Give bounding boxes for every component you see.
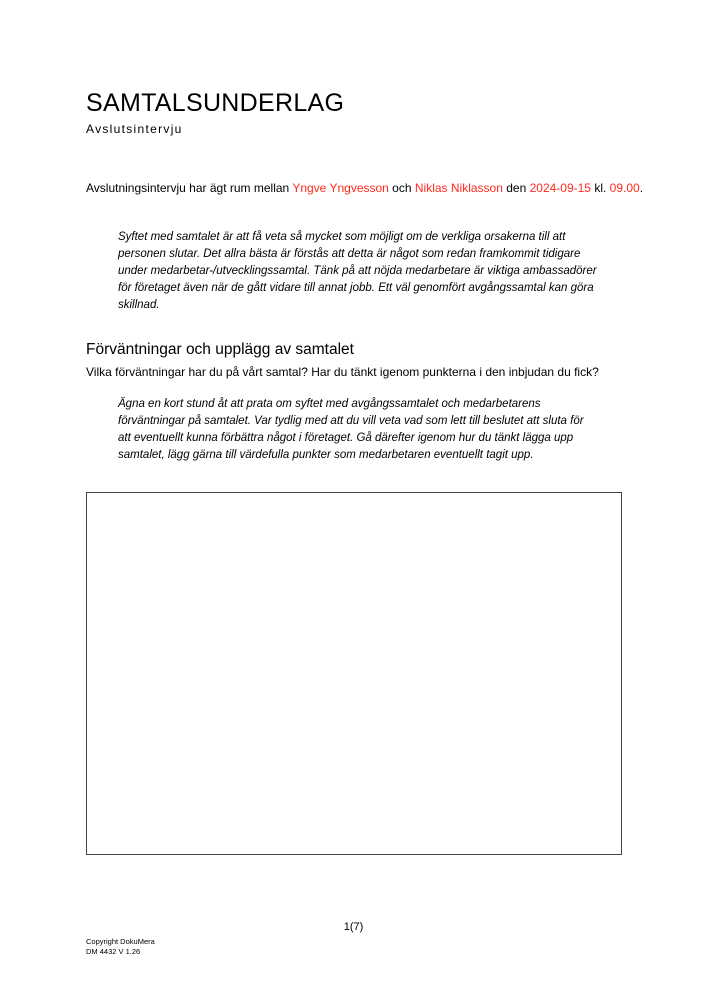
section-question: Vilka förväntningar har du på vårt samtal? Har du tänkt igenom punkterna i den inbjudan du fick? [86, 365, 599, 379]
intro-time-label: kl. [590, 181, 610, 195]
purpose-note: Syftet med samtalet är att få veta så mycket som möjligt om de verkliga orsakerna till att personen slutar. Det allra bästa är förstås att detta är något som redan framkommit tidigare under medarbetar-/utvecklingssamtal. Tänk på att nöjda medarbetare är viktiga ambassadörer för företaget även när de gått vidare till annat jobb. Ett väl genomfört avgångssamtal kan göra skillnad. [118, 231, 597, 311]
page-subtitle: Avslutsintervju [86, 122, 183, 136]
page-title: SAMTALSUNDERLAG [86, 89, 345, 117]
interview-date-field[interactable]: 2024-09-15 [529, 181, 591, 195]
section-guidance: Ägna en kort stund åt att prata om syftet med avgångssamtalet och medarbetarens förväntningar på samtalet. Var tydlig med att du vill veta vad som lett till beslutet att sluta för att eventuellt kunna förbättra något i företaget. Gå därefter igenom hur du tänkt lägga upp samtalet, lägg gärna till värdefulla punkter som medarbetaren eventuellt tagit upp. [118, 398, 584, 461]
page-number: 1(7) [343, 921, 364, 933]
intro-end: . [639, 181, 644, 195]
footer-copyright: Copyright DokuMera [86, 937, 155, 946]
intro-and: och [388, 181, 415, 195]
section-heading: Förväntningar och upplägg av samtalet [86, 341, 354, 358]
intro-paragraph [86, 180, 646, 197]
intro-date-label: den [502, 181, 530, 195]
intro-prefix: Avslutningsintervju har ägt rum mellan [86, 181, 293, 195]
interviewer-name-field[interactable]: Niklas Niklasson [414, 181, 503, 195]
footer [86, 937, 155, 957]
answer-text-box[interactable] [86, 492, 622, 855]
interview-time-field[interactable]: 09.00 [609, 181, 640, 195]
interviewee-name-field[interactable]: Yngve Yngvesson [292, 181, 389, 195]
footer-document-id: DM 4432 V 1.26 [86, 947, 141, 956]
